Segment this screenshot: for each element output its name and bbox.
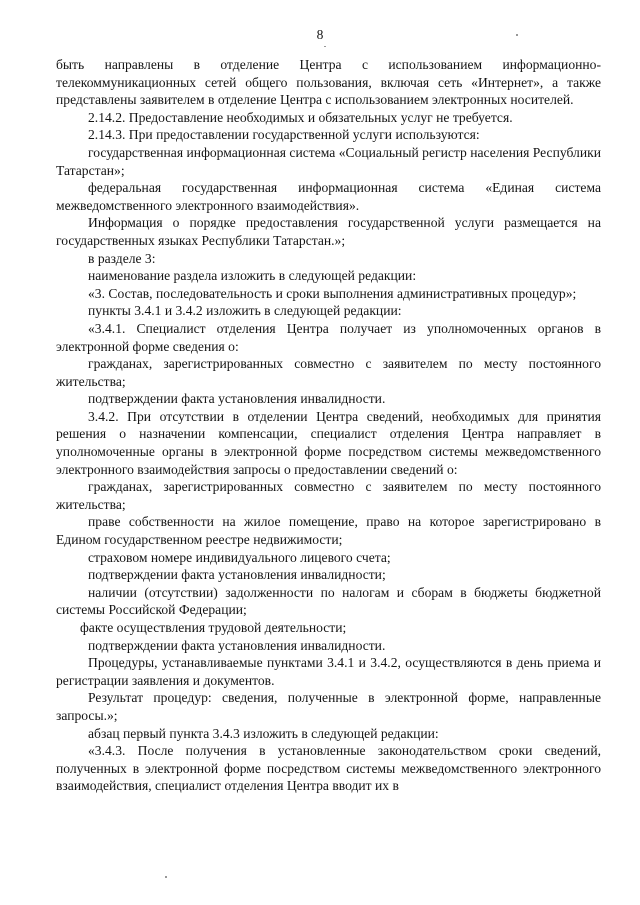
paragraph: Процедуры, устанавливаемые пунктами 3.4.1 и 3.4.2, осуществляются в день приема и регистрации заявления и документов. [56, 655, 601, 688]
paragraph: абзац первый пункта 3.4.3 изложить в следующей редакции: [88, 725, 439, 741]
paragraph: государственная информационная система «Социальный регистр населения Республики Татарстан»; [56, 144, 601, 178]
paragraph: «3. Состав, последовательность и сроки выполнения административных процедур»; [88, 285, 577, 301]
paragraph: в разделе 3: [88, 250, 156, 266]
document-body [56, 56, 601, 795]
paragraph: Результат процедур: сведения, полученные в электронной форме, направленные запросы.»; [56, 690, 601, 723]
page-number: 8 [316, 27, 324, 42]
paragraph: подтверждении факта установления инвалидности. [88, 637, 386, 653]
paragraph: гражданах, зарегистрированных совместно с заявителем по месту постоянного жительства; [56, 479, 601, 512]
scan-speck [516, 34, 518, 36]
paragraph: 2.14.2. Предоставление необходимых и обязательных услуг не требуется. [88, 109, 513, 125]
paragraph: 3.4.2. При отсутствии в отделении Центра сведений, необходимых для принятия решения о назначении компенсации, специалист отделения Центра направляет в уполномоченные органы в электронной форме посредством системы межведомственного электронного взаимодействия запросы о предоставлении сведений о: [56, 408, 601, 477]
paragraph: федеральная государственная информационная система «Единая система межведомственного электронного взаимодействия». [56, 180, 601, 213]
paragraph: 2.14.3. При предоставлении государственной услуги используются: [88, 127, 480, 143]
paragraph: гражданах, зарегистрированных совместно с заявителем по месту постоянного жительства; [56, 356, 601, 389]
paragraph: факте осуществления трудовой деятельности; [80, 620, 347, 635]
paragraph: пункты 3.4.1 и 3.4.2 изложить в следующей редакции: [88, 303, 402, 319]
paragraph: наименование раздела изложить в следующей редакции: [88, 268, 417, 284]
paragraph: «3.4.1. Специалист отделения Центра получает из уполномоченных органов в электронной форме сведения о: [56, 320, 601, 354]
paragraph: Информация о порядке предоставления государственной услуги размещается на государственных языках Республики Татарстан.»; [56, 215, 601, 248]
scan-speck [165, 876, 167, 878]
paragraph: страховом номере индивидуального лицевого счета; [88, 549, 391, 565]
paragraph: праве собственности на жилое помещение, право на которое зарегистрировано в Едином государственном реестре недвижимости; [56, 514, 601, 548]
paragraph: подтверждении факта установления инвалидности. [88, 391, 386, 407]
paragraph: наличии (отсутствии) задолженности по налогам и сборам в бюджеты бюджетной системы Российской Федерации; [56, 584, 601, 618]
paragraph: «3.4.3. После получения в установленные законодательством сроки сведений, полученных в электронной форме посредством системы межведомственного электронного взаимодействия, специалист отделения Центра вводит их в [56, 743, 601, 794]
scan-speck [324, 46, 326, 47]
paragraph: подтверждении факта установления инвалидности; [88, 567, 386, 583]
paragraph: быть направлены в отделение Центра с использованием информационно-телекоммуникационных сетей общего пользования, включая сеть «Интернет», а также представлены заявителем в отделение Центра с использованием электронных носителей. [56, 57, 601, 108]
